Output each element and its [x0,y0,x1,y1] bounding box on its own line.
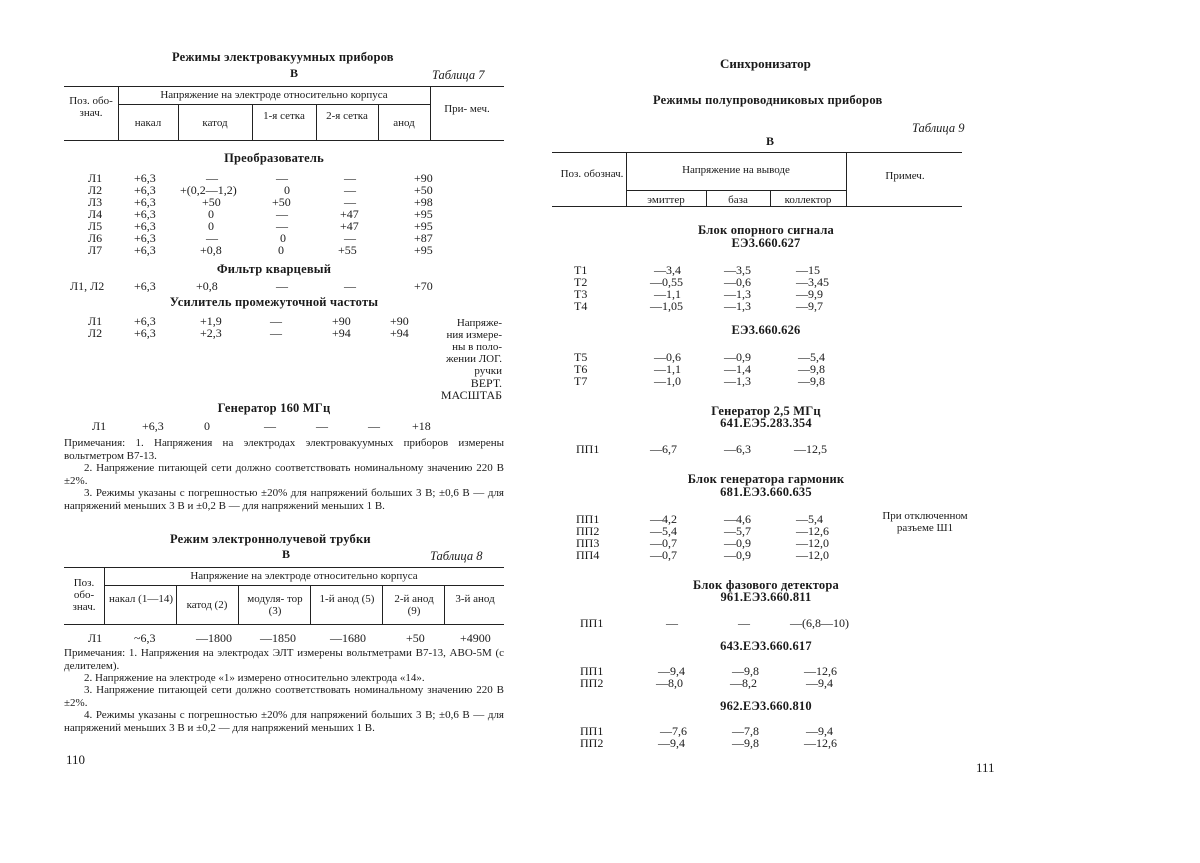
col-anod2: 2-й анод (9) [394,593,434,617]
section-code: 961.ЕЭ3.660.811 [720,590,812,604]
table9-label: Таблица 9 [912,121,965,135]
table9-title: Режимы полупроводниковых приборов [653,93,883,107]
col-anod3: 3-й анод [455,593,495,605]
col-pos: Поз. обо- знач. [72,577,96,613]
section-generator-2-5: Генератор 2,5 МГц [711,404,821,418]
col-base: база [728,194,748,206]
col-emitter: эмиттер [647,194,685,206]
table8-title: Режим электроннолучевой трубки [170,532,371,546]
table7-title: Режимы электровакуумных приборов [172,50,394,64]
col-voltage: Напряжение на выводе [682,164,790,176]
col-voltage: Напряжение на электроде относительно корпуса [160,89,388,101]
table8-label: Таблица 8 [430,549,483,563]
table8-letter: В [282,547,291,561]
table9-letter: В [766,134,775,148]
section-code: 641.ЕЭ5.283.354 [720,416,812,430]
col-pos: Поз. обознач. [560,168,624,180]
page-number: 110 [66,752,86,767]
section-if-amplifier: Усилитель промежуточной частоты [169,295,379,309]
col-katod: катод (2) [186,599,228,611]
col-prim: Примеч. [885,170,925,182]
col-prim: При- меч. [444,103,490,115]
col-grid2: 2-я сетка [326,110,368,122]
table7-letter: В [290,66,299,80]
section-code: 643.ЕЭ3.660.617 [720,639,812,653]
col-anod: анод [393,117,415,129]
col-pos: Поз. обо- знач. [69,95,113,119]
section-reference-signal: Блок опорного сигнала [698,223,834,237]
section-generator-160: Генератор 160 МГц [217,401,331,415]
section-phase-detector: Блок фазового детектора [693,578,839,592]
right-page: Синхронизатор Режимы полупроводниковых приборов Таблица 9 В Поз. обознач. Напряжение на выводе Примеч. эмиттер база коллектор Блок опорного сигнала ЕЭ3.660.627 Т1 —3,4 —3,5 —15 Т2 —0,55 —0,6 —3,45 Т3 —1,1 —1,3 —9,9 Т4 —1,05 —1,3 —9,7 ЕЭ3.660.626 Т5 —0,6 —0,9 —5,4 Т6 —1,1 —1,4 —9,8 Т7 —1,0 —1,3 —9,8 Генератор 2,5 МГц 641.ЕЭ5.283.354 ПП1 —6,7 —6,3 —12,5 Блок генератора гармоник 681.ЕЭ3.660.635 ПП1 —4,2 —4,6 —5,4 ПП2 —5,4 —5,7 —12,6 ПП3 —0,7 —0,9 —12,0 ПП4 —0,7 —0,9 —12,0 При отключенном разъеме Ш1 Блок фазового детектора 961.ЕЭ3.660.811 ПП1 — — —(6,8—10) 643.ЕЭ3.660.617 ПП1 —9,4 —9,8 —12,6 ПП2 —8,0 —8,2 —9,4 962.ЕЭ3.660.810 ПП1 —7,6 —7,8 —9,4 ПП2 —9,4 —9,8 —12,6 111 [560,0,1200,863]
col-modulator: модуля- тор (3) [247,593,303,617]
col-anod1: 1-й анод (5) [319,593,375,605]
page-title: Синхронизатор [720,56,811,71]
page-number: 111 [976,760,995,775]
section-code: 962.ЕЭ3.660.810 [720,699,812,713]
col-nakal: накал [134,117,162,129]
col-grid1: 1-я сетка [263,110,305,122]
section-code: ЕЭ3.660.627 [731,236,801,250]
section-harmonics-generator: Блок генератора гармоник [687,472,845,486]
col-voltage: Напряжение на электроде относительно корпуса [190,570,418,582]
col-nakal: накал (1—14) [109,593,173,605]
left-page: Режимы электровакуумных приборов В Таблица 7 Поз. обо- знач. Напряжение на электроде относительно корпуса При- меч. накал катод 1-я сетка 2-я сетка анод Преобразователь Л1 +6,3 — — — +90 Л2 +6,3 +(0,2—1,2) 0 — +50 Л3 +6,3 +50 +50 — +98 Л4 +6,3 0 — +47 +95 Л5 +6,3 0 — +47 +95 Л6 +6,3 — 0 — +87 Л7 +6,3 +0,8 0 +55 +95 Фильтр кварцевый Л1, Л2 +6,3 +0,8 — — +70 Усилитель промежуточной частоты Л1 +6,3 +1,9 — +90 +90 Л2 +6,3 +2,3 — +94 +94 Напряже- ния измере- ны в поло- жении ЛОГ. ручки ВЕРТ. МАСШТАБ Генератор 160 МГц Л1 +6,3 0 — — — +18 Примечания: 1. Напряжения на электродах электровакуумных приборов измерены вольтметром В7-13. 2. Напряжение питающей сети должно соответствовать номинальному значению 220 В ±2%. 3. Режимы указаны с погрешностью ±20% для напряжений больших 3 В; ±0,6 В — для напряжений меньших 3 В и ±0,2 В — для напряжений меньших 1 В. Режим электроннолучевой трубки В Таблица 8 Поз. обо- знач. Напряжение на электроде относительно корпуса накал (1—14) катод (2) модуля- тор (3) 1-й анод (5) 2-й анод (9) 3-й анод Л1 ~6,3 —1800 —1850 —1680 +50 +4900 Примечания: 1. Напряжения на электродах ЭЛТ измерены вольтметрами В7-13, АВО-5М (с делителем). 2. Напряжение на электроде «1» измерено относительно электрода «14». 3. Напряжение питающей сети должно соответствовать номинальному значению 220 В ±2%. 4. Режимы указаны с погрешностью ±20% для напряжений больших 3 В; ±0,6 В — для напряжений меньших 3 В и ±0,2 — для напряжений меньших 1 В. 110 [64,50,504,767]
table7-label: Таблица 7 [432,68,485,82]
section-filter: Фильтр кварцевый [216,262,332,276]
section-converter: Преобразователь [224,151,324,165]
col-collector: коллектор [784,194,832,206]
section-code: 681.ЕЭ3.660.635 [720,485,812,499]
section-code: ЕЭ3.660.626 [731,323,801,337]
col-katod: катод [202,117,228,129]
